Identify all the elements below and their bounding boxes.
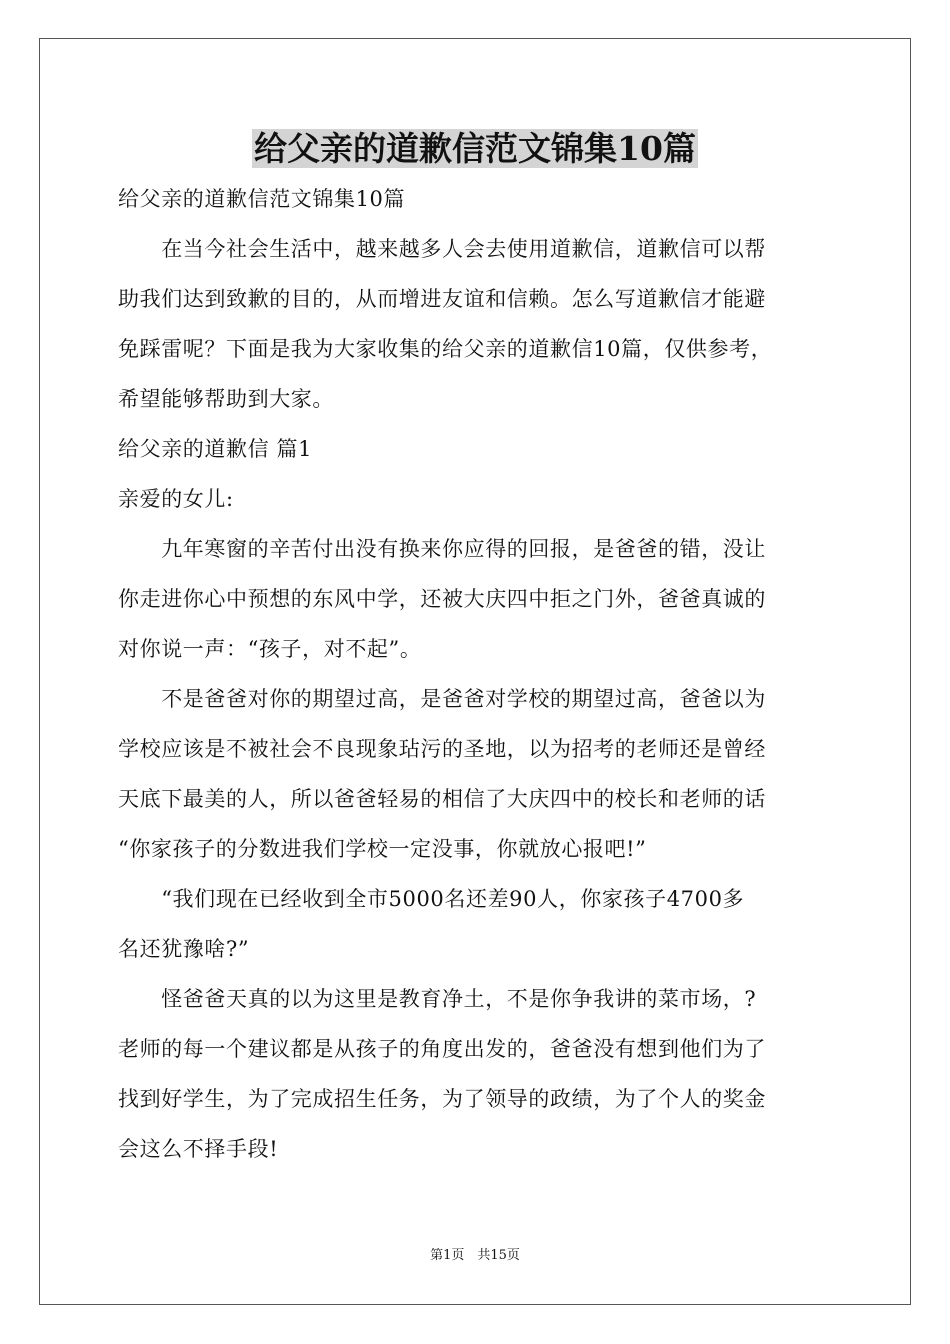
page-border bbox=[39, 38, 911, 1305]
salutation: 亲爱的女儿: bbox=[118, 487, 234, 511]
subtitle-line: 给父亲的道歉信范文锦集10篇 bbox=[118, 187, 406, 211]
text-line: 希望能够帮助到大家。 bbox=[118, 387, 334, 411]
text-line: 名还犹豫啥?” bbox=[118, 937, 250, 961]
text-line: 对你说一声：“孩子，对不起”。 bbox=[118, 637, 422, 661]
text-line: “你家孩子的分数进我们学校一定没事，你就放心报吧!” bbox=[118, 837, 647, 861]
text-line: 不是爸爸对你的期望过高，是爸爸对学校的期望过高，爸爸以为 bbox=[118, 687, 766, 711]
section-heading: 给父亲的道歉信 篇1 bbox=[118, 437, 313, 461]
text-line: 助我们达到致歉的目的，从而增进友谊和信赖。怎么写道歉信才能避 bbox=[118, 287, 766, 311]
page-footer: 第1页 共15页 bbox=[430, 1248, 520, 1263]
text-line: 学校应该是不被社会不良现象玷污的圣地，以为招考的老师还是曾经 bbox=[118, 737, 766, 761]
text-line: 老师的每一个建议都是从孩子的角度出发的，爸爸没有想到他们为了 bbox=[118, 1037, 766, 1061]
document-title-text: 给父亲的道歉信范文锦集10篇 bbox=[254, 129, 696, 168]
text-line: “我们现在已经收到全市5000名还差90人，你家孩子4700多 bbox=[118, 887, 745, 911]
text-line: 天底下最美的人，所以爸爸轻易的相信了大庆四中的校长和老师的话 bbox=[118, 787, 766, 811]
text-line: 你走进你心中预想的东风中学，还被大庆四中拒之门外，爸爸真诚的 bbox=[118, 587, 766, 611]
text-line: 免踩雷呢？下面是我为大家收集的给父亲的道歉信10篇，仅供参考， bbox=[118, 337, 773, 361]
text-line: 怪爸爸天真的以为这里是教育净土，不是你争我讲的菜市场，? bbox=[118, 987, 757, 1011]
text-line: 找到好学生，为了完成招生任务，为了领导的政绩，为了个人的奖金 bbox=[118, 1087, 766, 1111]
text-line: 九年寒窗的辛苦付出没有换来你应得的回报，是爸爸的错，没让 bbox=[118, 537, 766, 561]
document-title bbox=[0, 127, 950, 171]
text-line: 会这么不择手段! bbox=[118, 1137, 279, 1161]
text-line: 在当今社会生活中，越来越多人会去使用道歉信，道歉信可以帮 bbox=[118, 237, 766, 261]
